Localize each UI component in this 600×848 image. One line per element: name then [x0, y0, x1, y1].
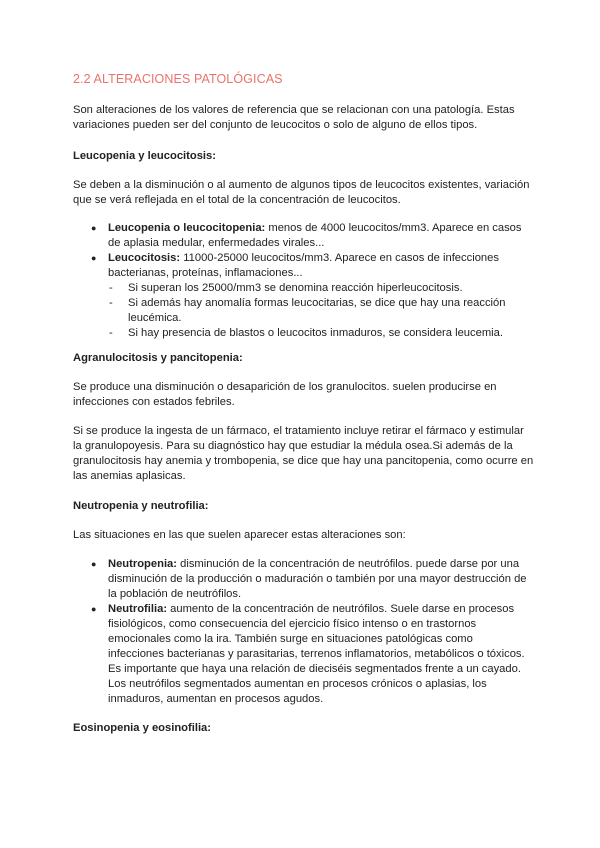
dash-icon: - — [109, 327, 113, 339]
bullet-icon: ● — [91, 604, 97, 614]
list-item — [91, 221, 531, 251]
heading-eosinopenia: Eosinopenia y eosinofilia: — [73, 722, 212, 734]
item-term: Leucopenia o leucocitopenia: — [108, 222, 266, 234]
sub-list-item — [91, 281, 531, 296]
heading-neutropenia: Neutropenia y neutrofilia: — [73, 500, 209, 512]
item-text: menos de 4000 leucocitos/mm3. Aparece en casos de aplasia medular, enfermedades virales... — [108, 222, 522, 249]
bullet-icon: ● — [91, 223, 97, 233]
sub-item-text: Si además hay anomalía formas leucocitarias, se dice que hay una reacción leucémica. — [128, 297, 506, 324]
bullet-icon: ● — [91, 253, 97, 263]
item-term: Leucocitosis: — [108, 252, 181, 264]
bullet-icon: ● — [91, 559, 97, 569]
item-term: Neutropenia: — [108, 558, 177, 570]
leucopenia-paragraph: Se deben a la disminución o al aumento de algunos tipos de leucocitos existentes, variación que se verá reflejada en el total de la concentración de leucocitos. — [73, 179, 530, 206]
item-text: aumento de la concentración de neutrófilos. Suele darse en procesos fisiológicos, como consecuencia del ejercicio físico intenso o en trastornos emocionales como la ira. También surge en situaciones patológicas como infecciones bacterianas y parasitarias, terrenos inflamatorios, metabólicos o tóxicos. Es importante que haya una relación de dieciséis segmentados frente a un cayado. Los neutrófilos segmentados aumentan en procesos crónicos o aplasias, los inmaduros, aumentan en procesos agudos. — [108, 603, 525, 705]
item-text: 11000-25000 leucocitos/mm3. Aparece en casos de infecciones bacterianas, proteínas, inflamaciones... — [108, 252, 499, 279]
dash-icon: - — [109, 282, 113, 294]
agranulocitosis-paragraph-2: Si se produce la ingesta de un fármaco, el tratamiento incluye retirar el fármaco y estimular la granulopoyesis. Para su diagnóstico hay que estudiar la médula osea.Si además de la granulocitosis hay anemia y trombopenia, se dice que hay una pancitopenia, como ocurre en las anemias aplasicas. — [73, 425, 534, 482]
heading-agranulocitosis: Agranulocitosis y pancitopenia: — [73, 352, 243, 364]
list-item — [91, 557, 531, 602]
intro-paragraph: Son alteraciones de los valores de referencia que se relacionan con una patología. Estas variaciones pueden ser del conjunto de leucocitos o solo de alguno de ellos tipos. — [73, 104, 515, 131]
dash-icon: - — [109, 297, 113, 309]
list-item — [91, 251, 531, 281]
neutropenia-paragraph: Las situaciones en las que suelen aparecer estas alteraciones son: — [73, 529, 406, 541]
item-term: Neutrofilia: — [108, 603, 168, 615]
item-text: disminución de la concentración de neutrófilos. puede darse por una disminución de la producción o maduración o también por una mayor destrucción de la población de neutrófilos. — [108, 558, 527, 600]
heading-leucopenia: Leucopenia y leucocitosis: — [73, 150, 216, 162]
leucopenia-list — [91, 221, 531, 341]
section-title: 2.2 ALTERACIONES PATOLÓGICAS — [73, 72, 283, 86]
sub-item-text: Si superan los 25000/mm3 se denomina reacción hiperleucocitosis. — [128, 282, 463, 294]
sub-list-item — [91, 326, 531, 341]
neutropenia-list — [91, 557, 531, 707]
sub-item-text: Si hay presencia de blastos o leucocitos inmaduros, se considera leucemia. — [128, 327, 503, 339]
list-item — [91, 602, 531, 707]
sub-list-item — [91, 296, 531, 326]
agranulocitosis-paragraph-1: Se produce una disminución o desaparición de los granulocitos. suelen producirse en infecciones con estados febriles. — [73, 381, 497, 408]
